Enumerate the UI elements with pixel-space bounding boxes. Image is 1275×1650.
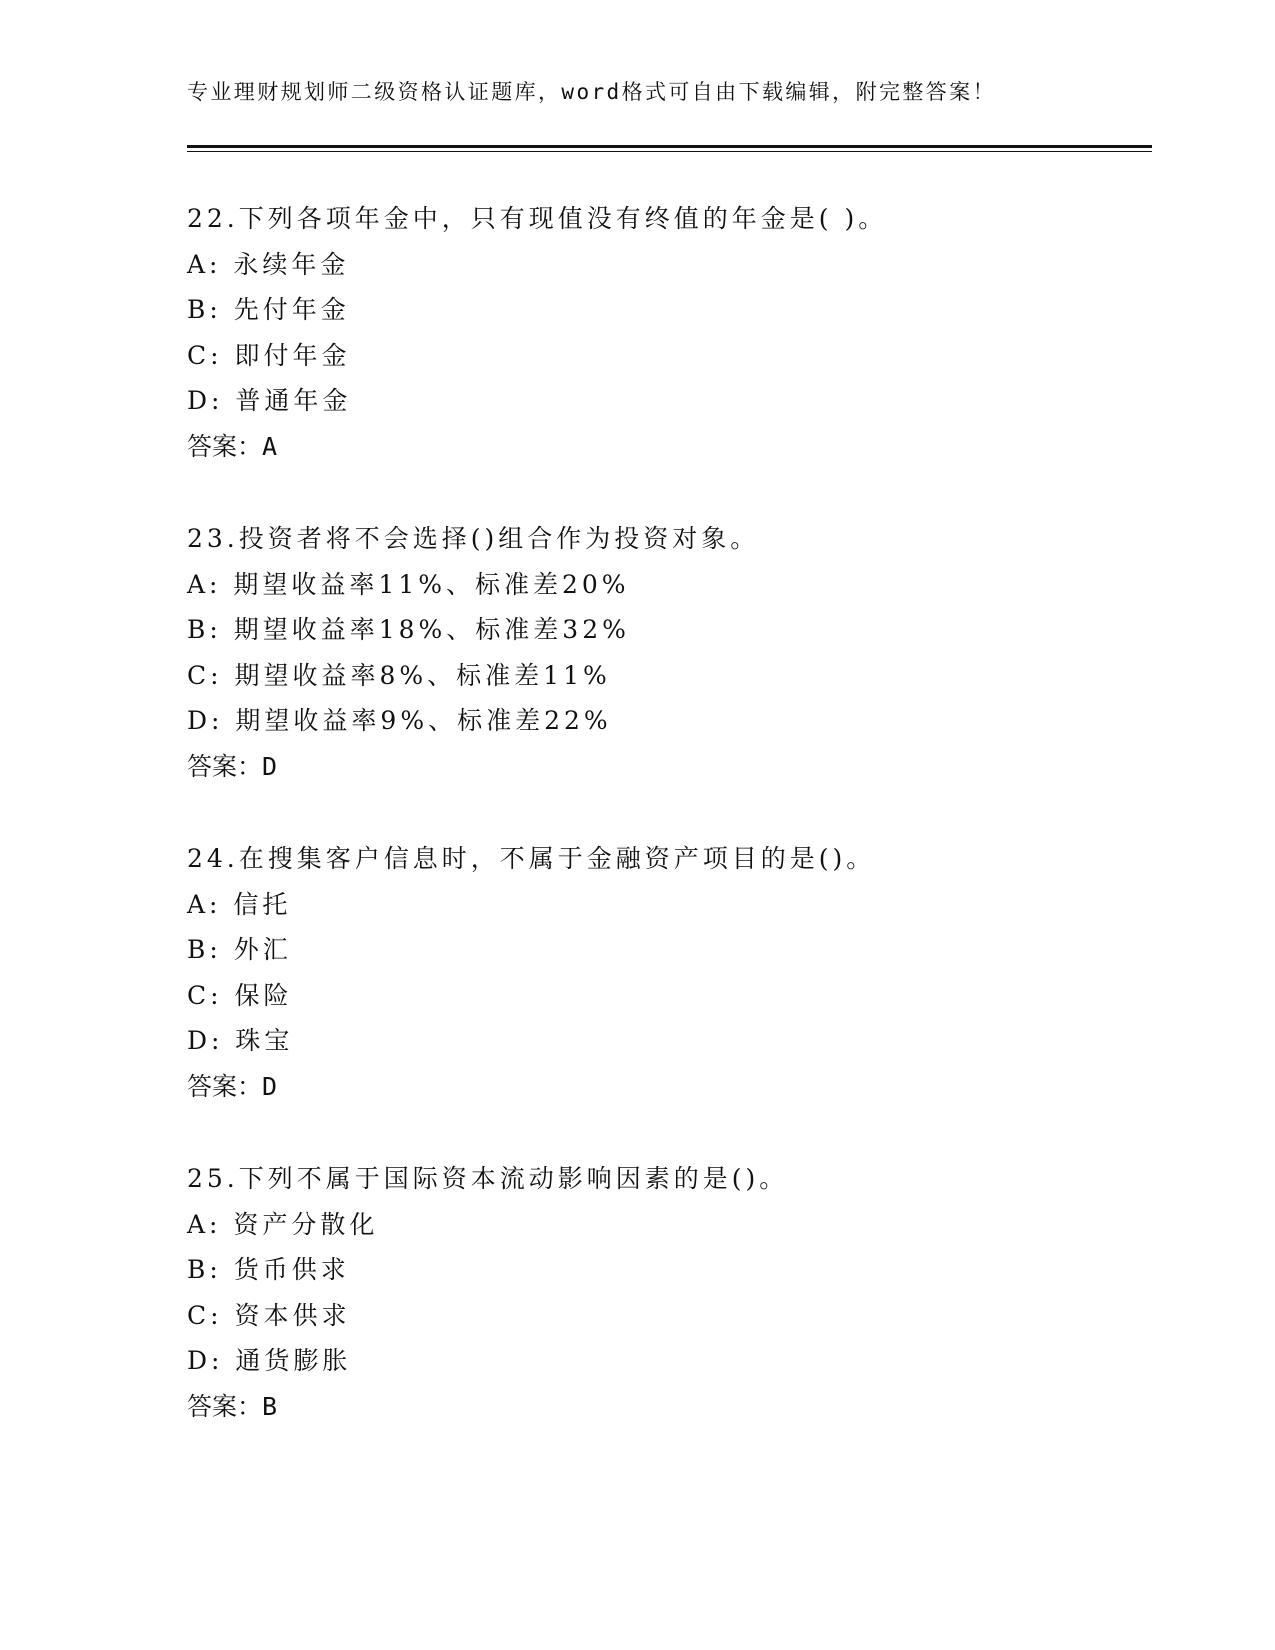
option-c: C: 期望收益率8%、标准差11% [187, 660, 611, 690]
answer-label: 答案： [187, 1391, 263, 1421]
question-22 [187, 196, 1147, 469]
answer-label: 答案： [187, 1071, 263, 1101]
option-a: A: 资产分散化 [187, 1209, 379, 1239]
option-b: B: 期望收益率18%、标准差32% [187, 615, 630, 644]
option-a: A: 永续年金 [187, 249, 350, 279]
answer-value: A [262, 431, 280, 461]
question-stem: 24.在搜集客户信息时，不属于金融资产项目的是()。 [187, 844, 876, 873]
answer-value: B [262, 1391, 280, 1421]
option-c: C: 资本供求 [187, 1300, 351, 1330]
option-a: A: 期望收益率11%、标准差20% [187, 569, 630, 599]
answer-value: D [262, 1071, 280, 1101]
answer-line [187, 1384, 1147, 1430]
answer-value: D [262, 751, 280, 781]
option-d: D: 期望收益率9%、标准差22% [187, 706, 612, 735]
option-b: B: 外汇 [187, 935, 292, 964]
question-24 [187, 836, 1147, 1109]
question-stem: 23.投资者将不会选择()组合作为投资对象。 [187, 524, 760, 553]
answer-line [187, 1064, 1147, 1110]
answer-label: 答案： [187, 751, 263, 781]
question-stem: 22.下列各项年金中，只有现值没有终值的年金是( )。 [187, 204, 888, 233]
option-d: D: 通货膨胀 [187, 1346, 352, 1375]
answer-label: 答案： [187, 431, 263, 461]
option-a: A: 信托 [187, 889, 292, 919]
option-d: D: 珠宝 [187, 1026, 294, 1055]
option-c: C: 保险 [187, 980, 293, 1010]
option-c: C: 即付年金 [187, 340, 351, 370]
question-23 [187, 516, 1147, 789]
header-divider-thick [187, 145, 1152, 148]
page-header: 专业理财规划师二级资格认证题库，word格式可自由下载编辑，附完整答案！ [187, 80, 996, 104]
header-divider-thin [187, 151, 1152, 152]
question-stem: 25.下列不属于国际资本流动影响因素的是()。 [187, 1164, 789, 1193]
option-b: B: 货币供求 [187, 1255, 350, 1284]
option-d: D: 普通年金 [187, 386, 352, 415]
question-25 [187, 1156, 1147, 1429]
option-b: B: 先付年金 [187, 295, 350, 324]
answer-line [187, 424, 1147, 470]
answer-line [187, 744, 1147, 790]
